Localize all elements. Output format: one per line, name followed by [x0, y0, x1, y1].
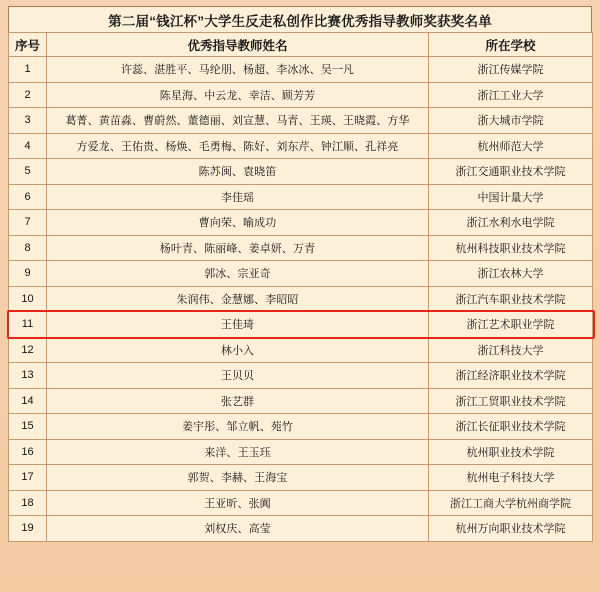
row-school: 浙江工贸职业技术学院: [429, 388, 593, 414]
row-teacher-names: 姜宇彤、邹立帆、苑竹: [47, 414, 429, 440]
row-school: 浙江艺术职业学院: [429, 312, 593, 338]
table-body: [9, 57, 593, 542]
row-index: 1: [9, 57, 47, 83]
table-row: [9, 414, 593, 440]
row-teacher-names: 刘权庆、高莹: [47, 516, 429, 542]
table-row: [9, 261, 593, 287]
column-header-school: 所在学校: [429, 33, 593, 57]
row-teacher-names: 陈星海、中云龙、幸洁、顾芳芳: [47, 82, 429, 108]
table-row: [9, 184, 593, 210]
row-school: 中国计量大学: [429, 184, 593, 210]
row-teacher-names: 郭贺、李赫、王海宝: [47, 465, 429, 491]
row-school: 浙江交通职业技术学院: [429, 159, 593, 185]
row-school: 浙江传媒学院: [429, 57, 593, 83]
row-index: 14: [9, 388, 47, 414]
row-index: 17: [9, 465, 47, 491]
row-school: 浙江长征职业技术学院: [429, 414, 593, 440]
row-index: 10: [9, 286, 47, 312]
row-teacher-names: 葛菁、黄苗淼、曹蔚然、董德丽、刘宣慧、马青、王瑛、王晓霞、方华: [47, 108, 429, 134]
row-index: 19: [9, 516, 47, 542]
table-row: [9, 337, 593, 363]
document-title-bar: [8, 6, 592, 32]
row-school: 浙江科技大学: [429, 337, 593, 363]
row-school: 浙江水利水电学院: [429, 210, 593, 236]
row-school: 杭州万向职业技术学院: [429, 516, 593, 542]
row-index: 15: [9, 414, 47, 440]
table-row: [9, 439, 593, 465]
table-header-row: [9, 33, 593, 57]
row-index: 9: [9, 261, 47, 287]
row-teacher-names: 林小入: [47, 337, 429, 363]
table-row: [9, 235, 593, 261]
row-index: 18: [9, 490, 47, 516]
table-row: [9, 363, 593, 389]
row-teacher-names: 朱润伟、金慧娜、李昭昭: [47, 286, 429, 312]
table-row: [9, 312, 593, 338]
row-teacher-names: 王亚昕、张阗: [47, 490, 429, 516]
row-teacher-names: 陈苏闽、袁晓笛: [47, 159, 429, 185]
page-title: 第二届“钱江杯”大学生反走私创作比赛优秀指导教师奖获奖名单: [108, 13, 492, 29]
table-row: [9, 159, 593, 185]
table-row: [9, 286, 593, 312]
table-row: [9, 210, 593, 236]
row-teacher-names: 杨叶青、陈丽峰、姜卓妍、万青: [47, 235, 429, 261]
table-header: [9, 33, 593, 57]
row-index: 7: [9, 210, 47, 236]
row-teacher-names: 郭冰、宗亚奇: [47, 261, 429, 287]
table-row: [9, 82, 593, 108]
table-row: [9, 57, 593, 83]
row-school: 杭州电子科技大学: [429, 465, 593, 491]
row-teacher-names: 王贝贝: [47, 363, 429, 389]
award-list-table: [8, 32, 593, 542]
row-teacher-names: 张艺群: [47, 388, 429, 414]
row-school: 杭州职业技术学院: [429, 439, 593, 465]
row-index: 4: [9, 133, 47, 159]
row-school: 浙大城市学院: [429, 108, 593, 134]
row-school: 杭州科技职业技术学院: [429, 235, 593, 261]
row-teacher-names: 曹向荣、喻成功: [47, 210, 429, 236]
table-row: [9, 388, 593, 414]
row-teacher-names: 王佳琦: [47, 312, 429, 338]
row-teacher-names: 方爱龙、王佑贵、杨焕、毛勇梅、陈好、刘东芹、钟江顺、孔祥亮: [47, 133, 429, 159]
row-index: 16: [9, 439, 47, 465]
table-row: [9, 133, 593, 159]
row-school: 杭州师范大学: [429, 133, 593, 159]
row-teacher-names: 来洋、王玉珏: [47, 439, 429, 465]
table-row: [9, 516, 593, 542]
row-index: 12: [9, 337, 47, 363]
row-index: 6: [9, 184, 47, 210]
row-index: 11: [9, 312, 47, 338]
row-teacher-names: 李佳瑶: [47, 184, 429, 210]
table-row: [9, 465, 593, 491]
row-index: 2: [9, 82, 47, 108]
row-index: 3: [9, 108, 47, 134]
row-school: 浙江农林大学: [429, 261, 593, 287]
row-school: 浙江工商大学杭州商学院: [429, 490, 593, 516]
table-row: [9, 490, 593, 516]
row-school: 浙江工业大学: [429, 82, 593, 108]
row-index: 8: [9, 235, 47, 261]
table-row: [9, 108, 593, 134]
row-teacher-names: 许蕊、湛胜平、马纶朋、杨超、李冰冰、吴一凡: [47, 57, 429, 83]
row-index: 5: [9, 159, 47, 185]
row-school: 浙江汽车职业技术学院: [429, 286, 593, 312]
row-index: 13: [9, 363, 47, 389]
row-school: 浙江经济职业技术学院: [429, 363, 593, 389]
column-header-index: 序号: [9, 33, 47, 57]
column-header-teachers: 优秀指导教师姓名: [47, 33, 429, 57]
